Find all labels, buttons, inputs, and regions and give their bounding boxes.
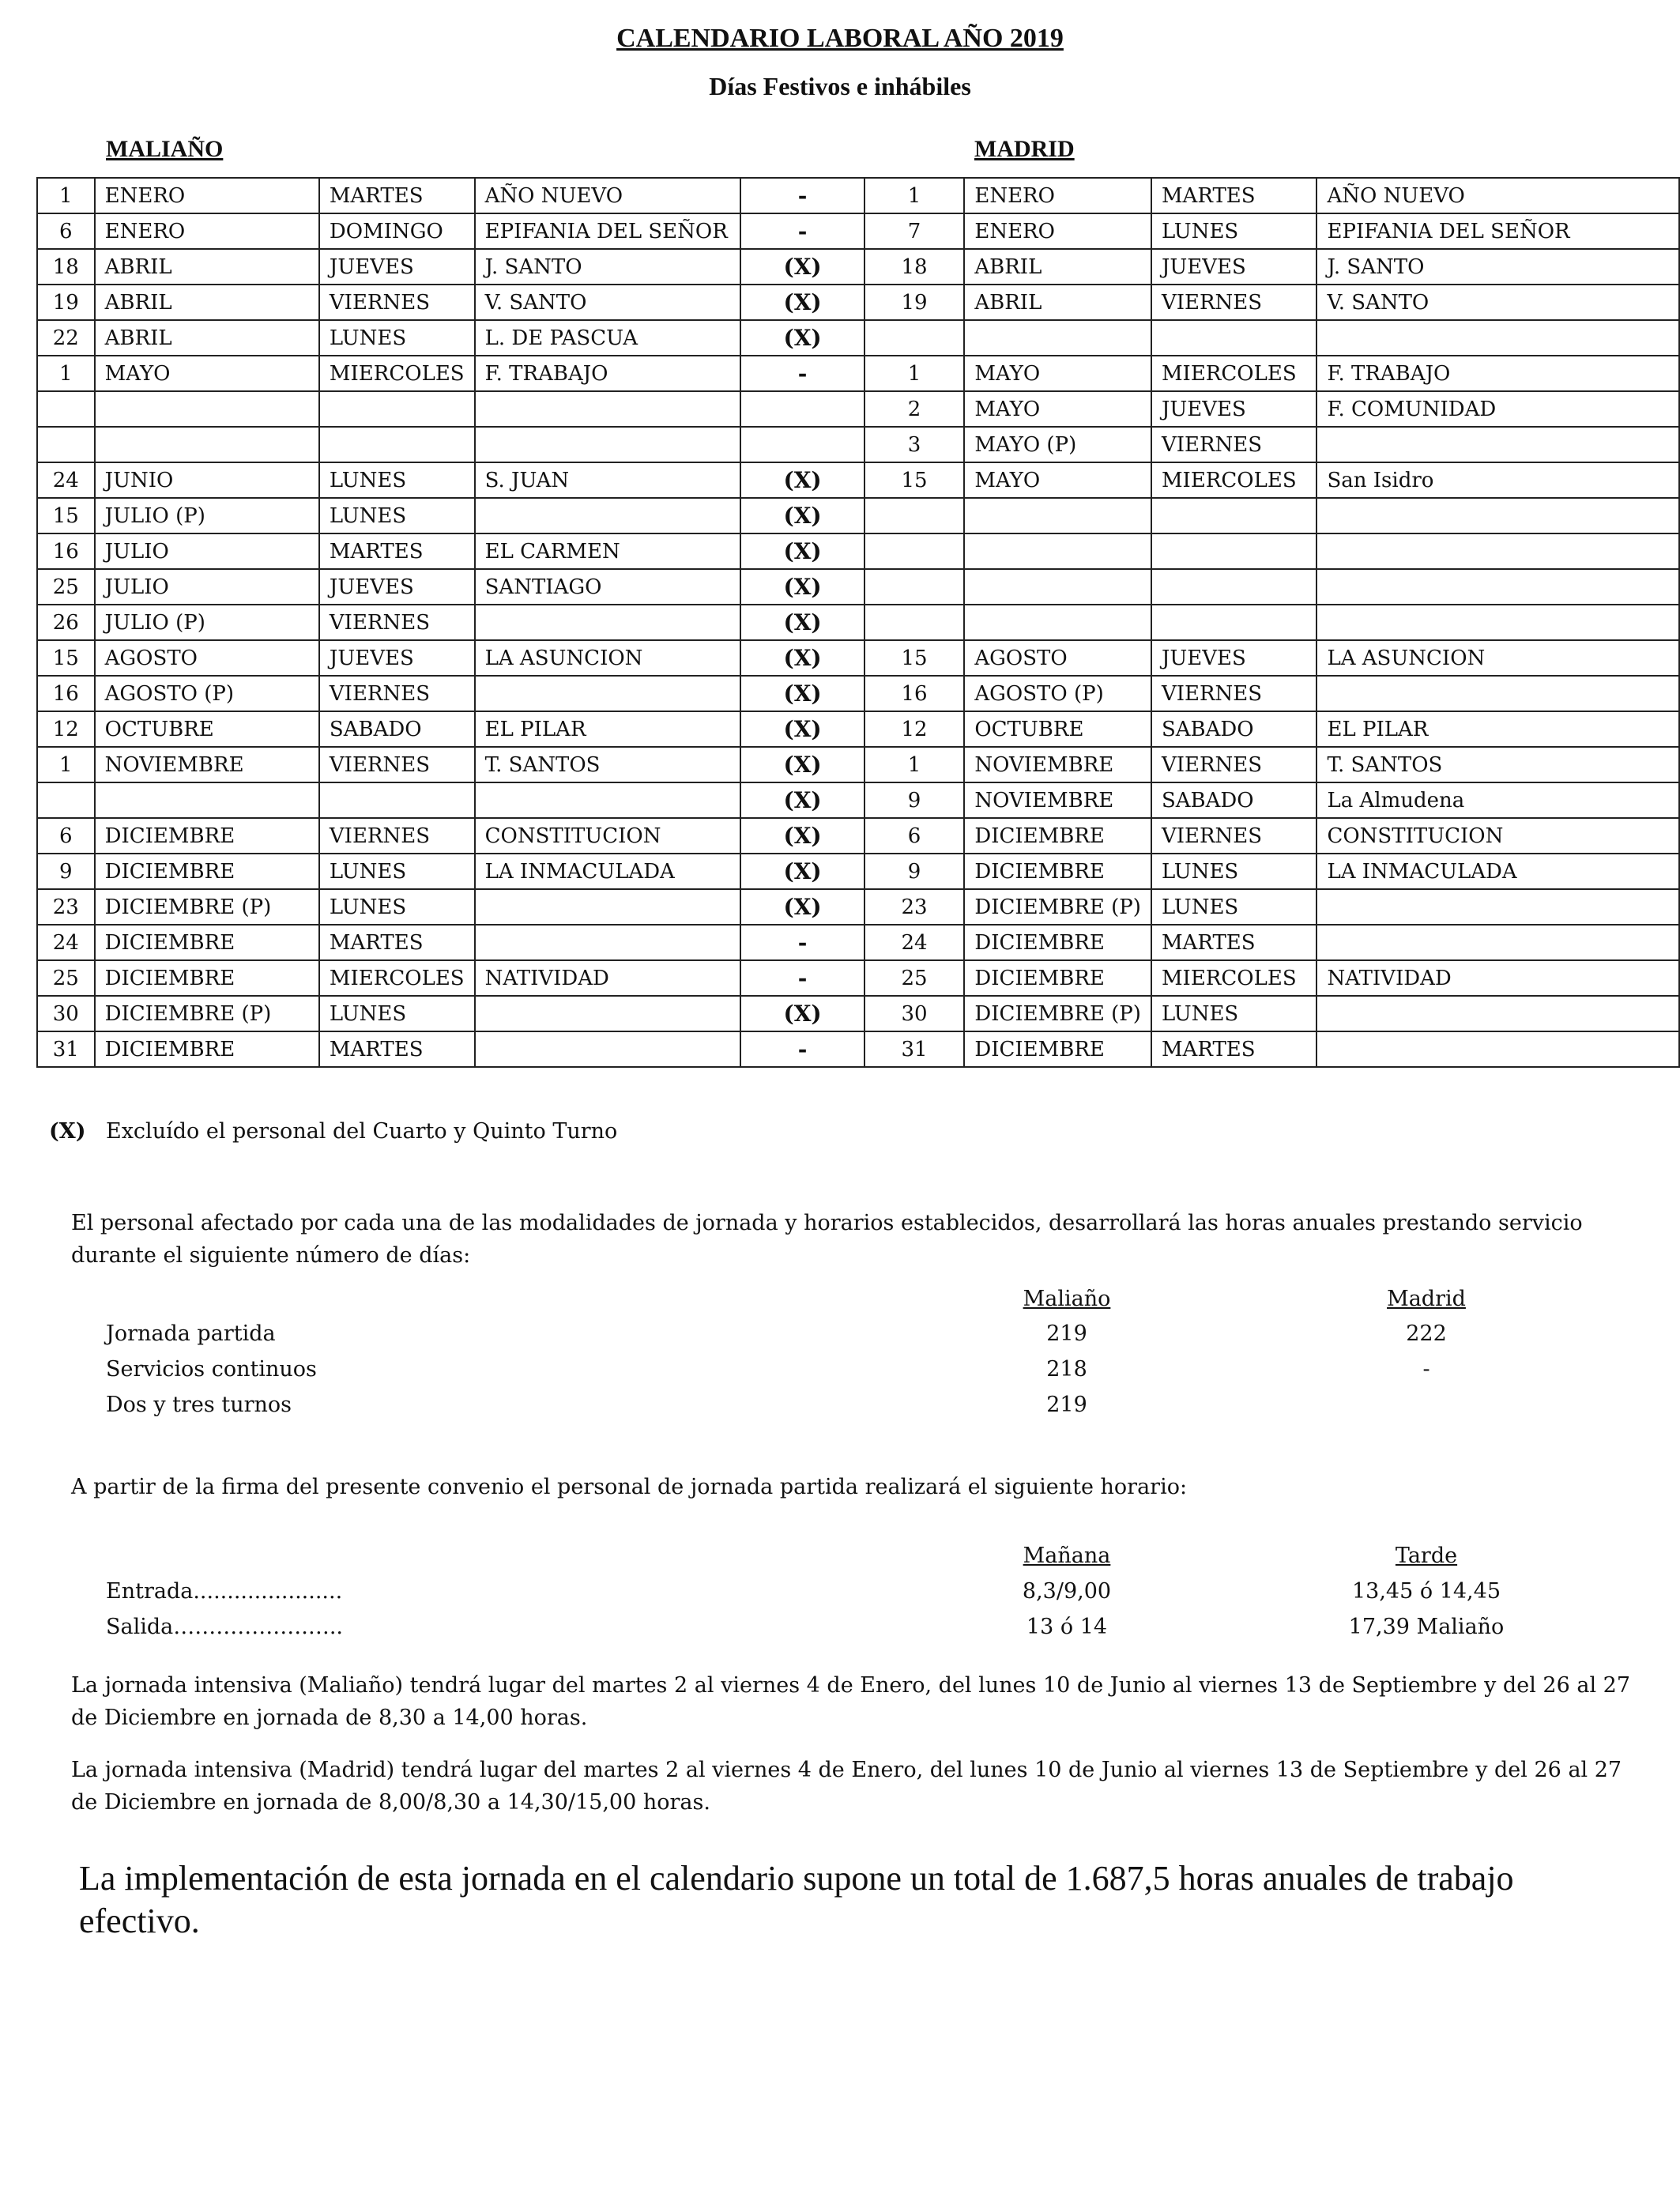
cell-weekday: LUNES (319, 854, 475, 889)
calendar-row (37, 320, 1679, 356)
cell-exclusion-mark: (X) (740, 854, 864, 889)
cell-month: JULIO (95, 569, 319, 605)
cell-madrid-month: AGOSTO (P) (964, 676, 1151, 711)
cell-madrid-weekday: SABADO (1151, 782, 1317, 818)
cell-madrid-holiday: T. SANTOS (1317, 747, 1679, 782)
cell-day: 15 (37, 640, 95, 676)
cell-weekday: VIERNES (319, 676, 475, 711)
cell-weekday: VIERNES (319, 605, 475, 640)
schedule-col-afternoon: Tarde (1395, 1544, 1458, 1568)
cell-madrid-day: 7 (864, 213, 965, 249)
days-value-madrid: 222 (1406, 1321, 1447, 1346)
cell-madrid-month (964, 569, 1151, 605)
calendar-row (37, 427, 1679, 462)
calendar-row (37, 818, 1679, 854)
cell-weekday: MIERCOLES (319, 356, 475, 391)
cell-madrid-day: 15 (864, 462, 965, 498)
cell-day: 15 (37, 498, 95, 533)
cell-madrid-weekday (1151, 320, 1317, 356)
cell-weekday: MARTES (319, 1031, 475, 1067)
cell-holiday: T. SANTOS (475, 747, 741, 782)
cell-weekday: LUNES (319, 498, 475, 533)
cell-madrid-weekday: MIERCOLES (1151, 960, 1317, 996)
cell-month: DICIEMBRE (P) (95, 996, 319, 1031)
schedule-value-afternoon: 17,39 Maliaño (1348, 1615, 1505, 1639)
cell-madrid-month: ENERO (964, 178, 1151, 213)
cell-madrid-day: 24 (864, 925, 965, 960)
cell-madrid-holiday: J. SANTO (1317, 249, 1679, 285)
cell-exclusion-mark: (X) (740, 676, 864, 711)
cell-day: 6 (37, 213, 95, 249)
cell-madrid-holiday: CONSTITUCION (1317, 818, 1679, 854)
cell-holiday: L. DE PASCUA (475, 320, 741, 356)
calendar-row (37, 356, 1679, 391)
calendar-row (37, 391, 1679, 427)
cell-madrid-weekday: VIERNES (1151, 747, 1317, 782)
cell-madrid-weekday: JUEVES (1151, 391, 1317, 427)
cell-madrid-weekday: JUEVES (1151, 249, 1317, 285)
cell-madrid-holiday: LA INMACULADA (1317, 854, 1679, 889)
cell-madrid-month: DICIEMBRE (964, 925, 1151, 960)
cell-madrid-weekday (1151, 498, 1317, 533)
cell-exclusion-mark: (X) (740, 711, 864, 747)
cell-holiday: SANTIAGO (475, 569, 741, 605)
cell-madrid-month (964, 533, 1151, 569)
cell-madrid-day (864, 605, 965, 640)
cell-weekday: JUEVES (319, 249, 475, 285)
cell-weekday: DOMINGO (319, 213, 475, 249)
calendar-row (37, 462, 1679, 498)
cell-exclusion-mark (740, 391, 864, 427)
cell-exclusion-mark: (X) (740, 462, 864, 498)
cell-exclusion-mark: (X) (740, 782, 864, 818)
calendar-row (37, 889, 1679, 925)
cell-month: OCTUBRE (95, 711, 319, 747)
cell-madrid-month: DICIEMBRE (964, 854, 1151, 889)
cell-madrid-day: 18 (864, 249, 965, 285)
cell-day: 12 (37, 711, 95, 747)
cell-holiday (475, 782, 741, 818)
cell-madrid-holiday (1317, 676, 1679, 711)
cell-day: 1 (37, 178, 95, 213)
cell-holiday (475, 1031, 741, 1067)
cell-month: MAYO (95, 356, 319, 391)
cell-madrid-day: 31 (864, 1031, 965, 1067)
legend-text: Excluído el personal del Cuarto y Quinto Turno (106, 1119, 618, 1144)
cell-month: DICIEMBRE (95, 854, 319, 889)
calendar-row (37, 854, 1679, 889)
cell-madrid-weekday (1151, 533, 1317, 569)
cell-madrid-holiday (1317, 996, 1679, 1031)
cell-holiday (475, 676, 741, 711)
cell-holiday (475, 925, 741, 960)
cell-madrid-month: NOVIEMBRE (964, 747, 1151, 782)
cell-madrid-weekday: LUNES (1151, 213, 1317, 249)
cell-exclusion-mark: (X) (740, 320, 864, 356)
cell-madrid-holiday: NATIVIDAD (1317, 960, 1679, 996)
cell-madrid-holiday: La Almudena (1317, 782, 1679, 818)
cell-madrid-holiday: V. SANTO (1317, 285, 1679, 320)
intensive-malianyo-paragraph: La jornada intensiva (Maliaño) tendrá lugar del martes 2 al viernes 4 de Enero, del lunes 10 de Junio al viernes 13 de Septiembre y del 26 al 27 de Diciembre en jornada de 8,30 a 14,00 horas. (71, 1673, 1631, 1730)
cell-month: ENERO (95, 178, 319, 213)
cell-madrid-month: MAYO (964, 391, 1151, 427)
cell-madrid-weekday (1151, 605, 1317, 640)
legend-mark: (X) (49, 1119, 86, 1144)
calendar-row (37, 782, 1679, 818)
cell-madrid-weekday: SABADO (1151, 711, 1317, 747)
days-value-malianyo: 219 (1046, 1321, 1087, 1346)
cell-weekday: LUNES (319, 889, 475, 925)
calendar-row (37, 498, 1679, 533)
cell-month (95, 782, 319, 818)
cell-holiday: J. SANTO (475, 249, 741, 285)
schedule-value-morning: 8,3/9,00 (1022, 1579, 1112, 1604)
cell-exclusion-mark: - (740, 960, 864, 996)
cell-weekday (319, 391, 475, 427)
days-col-madrid: Madrid (1387, 1287, 1466, 1311)
cell-exclusion-mark: (X) (740, 889, 864, 925)
cell-madrid-day (864, 533, 965, 569)
cell-holiday: LA INMACULADA (475, 854, 741, 889)
cell-holiday: V. SANTO (475, 285, 741, 320)
days-label: Jornada partida (106, 1321, 276, 1346)
cell-madrid-day: 1 (864, 747, 965, 782)
cell-madrid-month: DICIEMBRE (P) (964, 996, 1151, 1031)
cell-madrid-weekday: VIERNES (1151, 676, 1317, 711)
annual-hours-summary: La implementación de esta jornada en el calendario supone un total de 1.687,5 horas anuales de trabajo efectivo. (79, 1859, 1514, 1940)
cell-weekday: LUNES (319, 462, 475, 498)
cell-weekday: JUEVES (319, 569, 475, 605)
days-paragraph: El personal afectado por cada una de las modalidades de jornada y horarios establecidos, desarrollará las horas anuales prestando servicio durante el siguiente número de días: (71, 1211, 1583, 1268)
cell-madrid-weekday: VIERNES (1151, 818, 1317, 854)
cell-madrid-holiday: EPIFANIA DEL SEÑOR (1317, 213, 1679, 249)
cell-madrid-day (864, 498, 965, 533)
cell-weekday: LUNES (319, 320, 475, 356)
cell-month: NOVIEMBRE (95, 747, 319, 782)
cell-holiday: AÑO NUEVO (475, 178, 741, 213)
cell-madrid-day: 9 (864, 854, 965, 889)
cell-day: 6 (37, 818, 95, 854)
cell-madrid-weekday: MARTES (1151, 178, 1317, 213)
cell-month: ABRIL (95, 249, 319, 285)
cell-day: 25 (37, 569, 95, 605)
cell-day: 1 (37, 747, 95, 782)
holiday-calendar-table (36, 177, 1680, 1068)
calendar-row (37, 925, 1679, 960)
cell-madrid-month: ABRIL (964, 249, 1151, 285)
cell-holiday: EPIFANIA DEL SEÑOR (475, 213, 741, 249)
cell-madrid-holiday: LA ASUNCION (1317, 640, 1679, 676)
cell-day: 16 (37, 533, 95, 569)
cell-month: DICIEMBRE (P) (95, 889, 319, 925)
cell-madrid-day: 25 (864, 960, 965, 996)
schedule-label: Salida……………….….. (106, 1615, 343, 1639)
cell-exclusion-mark: (X) (740, 640, 864, 676)
document-subtitle: Días Festivos e inhábiles (709, 72, 971, 100)
cell-weekday: MARTES (319, 178, 475, 213)
cell-day: 1 (37, 356, 95, 391)
cell-day: 22 (37, 320, 95, 356)
cell-month: JULIO (P) (95, 498, 319, 533)
cell-exclusion-mark: - (740, 356, 864, 391)
cell-weekday: SABADO (319, 711, 475, 747)
cell-madrid-holiday (1317, 498, 1679, 533)
schedule-paragraph: A partir de la firma del presente convenio el personal de jornada partida realizará el siguiente horario: (71, 1475, 1188, 1499)
calendar-row (37, 605, 1679, 640)
schedule-label: Entrada...................... (106, 1579, 343, 1604)
cell-exclusion-mark: (X) (740, 818, 864, 854)
days-value-malianyo: 219 (1046, 1393, 1087, 1417)
cell-day: 24 (37, 925, 95, 960)
cell-weekday: MARTES (319, 533, 475, 569)
cell-month: JUNIO (95, 462, 319, 498)
cell-exclusion-mark: (X) (740, 498, 864, 533)
cell-madrid-day: 12 (864, 711, 965, 747)
cell-holiday: S. JUAN (475, 462, 741, 498)
cell-month: ABRIL (95, 320, 319, 356)
cell-month (95, 391, 319, 427)
cell-holiday (475, 391, 741, 427)
cell-madrid-month: MAYO (P) (964, 427, 1151, 462)
cell-day: 16 (37, 676, 95, 711)
cell-madrid-day: 30 (864, 996, 965, 1031)
cell-holiday: LA ASUNCION (475, 640, 741, 676)
cell-month: JULIO (95, 533, 319, 569)
cell-month: DICIEMBRE (95, 960, 319, 996)
calendar-row (37, 1031, 1679, 1067)
cell-day: 30 (37, 996, 95, 1031)
cell-madrid-holiday (1317, 925, 1679, 960)
calendar-row (37, 711, 1679, 747)
cell-month: AGOSTO (P) (95, 676, 319, 711)
schedule-value-afternoon: 13,45 ó 14,45 (1351, 1579, 1501, 1604)
cell-madrid-holiday (1317, 427, 1679, 462)
section-heading-madrid: MADRID (974, 136, 1075, 162)
cell-madrid-month: ABRIL (964, 285, 1151, 320)
cell-holiday (475, 427, 741, 462)
calendar-row (37, 569, 1679, 605)
cell-madrid-month (964, 498, 1151, 533)
calendar-row (37, 178, 1679, 213)
cell-madrid-holiday (1317, 569, 1679, 605)
cell-madrid-month: DICIEMBRE (P) (964, 889, 1151, 925)
cell-madrid-day: 23 (864, 889, 965, 925)
days-label: Servicios continuos (106, 1357, 317, 1382)
cell-month: AGOSTO (95, 640, 319, 676)
cell-day: 23 (37, 889, 95, 925)
cell-day (37, 427, 95, 462)
cell-exclusion-mark: - (740, 925, 864, 960)
cell-madrid-weekday: MIERCOLES (1151, 462, 1317, 498)
cell-weekday (319, 427, 475, 462)
cell-madrid-weekday: MIERCOLES (1151, 356, 1317, 391)
cell-madrid-holiday: F. COMUNIDAD (1317, 391, 1679, 427)
cell-exclusion-mark: - (740, 178, 864, 213)
schedule-value-morning: 13 ó 14 (1026, 1615, 1108, 1639)
cell-month: DICIEMBRE (95, 925, 319, 960)
cell-madrid-weekday: LUNES (1151, 889, 1317, 925)
cell-month (95, 427, 319, 462)
cell-madrid-month: OCTUBRE (964, 711, 1151, 747)
cell-madrid-day (864, 569, 965, 605)
cell-weekday: VIERNES (319, 747, 475, 782)
cell-holiday (475, 889, 741, 925)
cell-madrid-weekday: MARTES (1151, 925, 1317, 960)
cell-day: 9 (37, 854, 95, 889)
calendar-row (37, 249, 1679, 285)
cell-madrid-month: NOVIEMBRE (964, 782, 1151, 818)
cell-weekday: LUNES (319, 996, 475, 1031)
cell-exclusion-mark: (X) (740, 533, 864, 569)
cell-madrid-day: 16 (864, 676, 965, 711)
cell-madrid-day: 1 (864, 178, 965, 213)
cell-madrid-holiday: AÑO NUEVO (1317, 178, 1679, 213)
cell-weekday: JUEVES (319, 640, 475, 676)
cell-month: ABRIL (95, 285, 319, 320)
cell-madrid-month (964, 605, 1151, 640)
cell-day: 18 (37, 249, 95, 285)
cell-day (37, 782, 95, 818)
cell-madrid-month: MAYO (964, 462, 1151, 498)
cell-madrid-weekday: JUEVES (1151, 640, 1317, 676)
cell-day: 31 (37, 1031, 95, 1067)
cell-holiday: F. TRABAJO (475, 356, 741, 391)
cell-month: ENERO (95, 213, 319, 249)
calendar-row (37, 996, 1679, 1031)
cell-madrid-month: DICIEMBRE (964, 960, 1151, 996)
cell-holiday: EL CARMEN (475, 533, 741, 569)
cell-exclusion-mark: (X) (740, 996, 864, 1031)
days-value-madrid: - (1422, 1357, 1430, 1382)
intensive-madrid-paragraph: La jornada intensiva (Madrid) tendrá lugar del martes 2 al viernes 4 de Enero, del lunes 10 de Junio al viernes 13 de Septiembre y del 26 al 27 de Diciembre en jornada de 8,00/8,30 a 14,30/15,00 horas. (71, 1758, 1622, 1815)
document-title: CALENDARIO LABORAL AÑO 2019 (616, 24, 1064, 53)
cell-madrid-month (964, 320, 1151, 356)
cell-holiday: EL PILAR (475, 711, 741, 747)
cell-weekday: MIERCOLES (319, 960, 475, 996)
cell-exclusion-mark: (X) (740, 747, 864, 782)
cell-exclusion-mark: (X) (740, 285, 864, 320)
cell-exclusion-mark: (X) (740, 249, 864, 285)
calendar-row (37, 533, 1679, 569)
calendar-row (37, 640, 1679, 676)
calendar-row (37, 676, 1679, 711)
days-col-malianyo: Maliaño (1023, 1287, 1111, 1311)
cell-day: 24 (37, 462, 95, 498)
cell-month: DICIEMBRE (95, 818, 319, 854)
cell-madrid-weekday: MARTES (1151, 1031, 1317, 1067)
cell-madrid-holiday (1317, 533, 1679, 569)
cell-day: 26 (37, 605, 95, 640)
cell-madrid-day: 9 (864, 782, 965, 818)
cell-madrid-day: 6 (864, 818, 965, 854)
cell-madrid-month: ENERO (964, 213, 1151, 249)
cell-madrid-holiday (1317, 320, 1679, 356)
cell-madrid-holiday (1317, 1031, 1679, 1067)
cell-weekday: VIERNES (319, 285, 475, 320)
cell-weekday (319, 782, 475, 818)
schedule-col-morning: Mañana (1023, 1544, 1111, 1568)
cell-madrid-holiday (1317, 605, 1679, 640)
cell-weekday: MARTES (319, 925, 475, 960)
cell-weekday: VIERNES (319, 818, 475, 854)
cell-madrid-month: DICIEMBRE (964, 1031, 1151, 1067)
cell-madrid-day: 1 (864, 356, 965, 391)
days-label: Dos y tres turnos (106, 1393, 292, 1417)
cell-month: DICIEMBRE (95, 1031, 319, 1067)
cell-holiday: CONSTITUCION (475, 818, 741, 854)
cell-exclusion-mark: - (740, 213, 864, 249)
cell-madrid-holiday: EL PILAR (1317, 711, 1679, 747)
cell-exclusion-mark: (X) (740, 569, 864, 605)
cell-madrid-month: DICIEMBRE (964, 818, 1151, 854)
cell-exclusion-mark: (X) (740, 605, 864, 640)
cell-day: 25 (37, 960, 95, 996)
calendar-row (37, 747, 1679, 782)
cell-madrid-holiday: F. TRABAJO (1317, 356, 1679, 391)
calendar-row (37, 960, 1679, 996)
cell-exclusion-mark (740, 427, 864, 462)
days-value-malianyo: 218 (1046, 1357, 1087, 1382)
cell-day: 19 (37, 285, 95, 320)
cell-madrid-day (864, 320, 965, 356)
cell-madrid-day: 15 (864, 640, 965, 676)
cell-madrid-day: 2 (864, 391, 965, 427)
cell-madrid-weekday: VIERNES (1151, 285, 1317, 320)
cell-holiday (475, 605, 741, 640)
cell-day (37, 391, 95, 427)
cell-madrid-weekday: VIERNES (1151, 427, 1317, 462)
section-heading-malianyo: MALIAÑO (106, 136, 224, 162)
cell-month: JULIO (P) (95, 605, 319, 640)
calendar-row (37, 213, 1679, 249)
cell-madrid-holiday: San Isidro (1317, 462, 1679, 498)
cell-madrid-month: AGOSTO (964, 640, 1151, 676)
cell-madrid-day: 3 (864, 427, 965, 462)
calendar-row (37, 285, 1679, 320)
cell-madrid-weekday (1151, 569, 1317, 605)
cell-madrid-holiday (1317, 889, 1679, 925)
cell-madrid-weekday: LUNES (1151, 996, 1317, 1031)
cell-madrid-month: MAYO (964, 356, 1151, 391)
cell-madrid-day: 19 (864, 285, 965, 320)
cell-madrid-weekday: LUNES (1151, 854, 1317, 889)
cell-holiday (475, 498, 741, 533)
cell-exclusion-mark: - (740, 1031, 864, 1067)
cell-holiday: NATIVIDAD (475, 960, 741, 996)
cell-holiday (475, 996, 741, 1031)
